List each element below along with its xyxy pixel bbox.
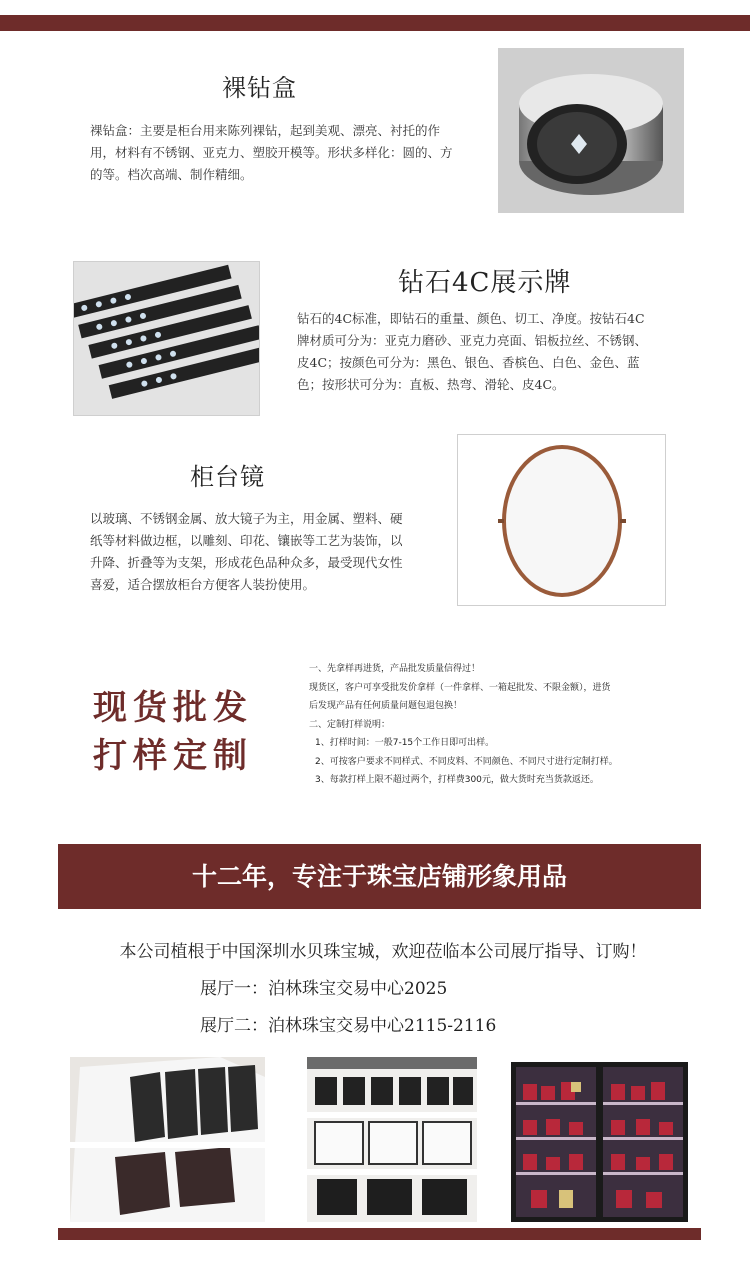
counter-mirror-image (457, 434, 666, 606)
showroom-2: 展厅二：泊林珠宝交易中心2115-2116 (200, 1016, 497, 1036)
diamond-4c-display-image (73, 261, 260, 416)
wholesale-line2: 打样定制 (93, 736, 253, 776)
top-bar (0, 15, 750, 31)
slogan-banner: 十二年，专注于珠宝店铺形象用品 (58, 844, 701, 909)
section-title-diamond-box: 裸钻盒 (222, 74, 297, 102)
note-line: 二、定制打样说明： (309, 719, 391, 730)
section-title-4c-display: 钻石4C展示牌 (398, 268, 572, 298)
section-title-counter-mirror: 柜台镜 (190, 463, 265, 491)
diamond-box-image (498, 48, 684, 213)
wholesale-notes (309, 660, 669, 790)
note-line: 后发现产品有任何质量问题包退包换！ (309, 701, 463, 711)
section-desc-counter-mirror: 以玻璃、不锈钢金属、放大镜子为主，用金属、塑料、硬纸等材料做边框，以雕刻、印花、镶嵌等工艺为装饰，以升降、折叠等为支架，形成花色品种众多，最受现代女性喜爱，适合摆放柜台方便客人装扮使用。 (90, 511, 403, 592)
note-line: 1、打样时间：一般7-15个工作日即可出样。 (315, 738, 495, 748)
wholesale-line1: 现货批发 (93, 688, 253, 728)
note-line: 3、每款打样上限不超过两个，打样费300元，做大货时充当货款返还。 (315, 775, 599, 785)
showroom-1: 展厅一：泊林珠宝交易中心2025 (200, 979, 448, 999)
company-intro: 本公司植根于中国深圳水贝珠宝城，欢迎莅临本公司展厅指导、订购！ (119, 942, 647, 962)
note-line: 一、先拿样再进货，产品批发质量信得过！ (309, 664, 481, 674)
note-line: 2、可按客户要求不同样式、不同皮料、不同颜色、不同尺寸进行定制打样。 (315, 756, 618, 767)
showroom-photo-2 (307, 1057, 477, 1222)
showroom-photo-1 (70, 1057, 265, 1222)
wholesale-heading (93, 684, 253, 780)
showroom-photo-3 (511, 1062, 688, 1222)
section-desc-diamond-box: 裸钻盒：主要是柜台用来陈列裸钻，起到美观、漂亮、衬托的作用，材料有不锈钢、亚克力、塑胶开模等。形状多样化：圆的、方的等。档次高端、制作精细。 (90, 123, 453, 182)
section-desc-4c-display: 钻石的4C标准，即钻石的重量、颜色、切工、净度。按钻石4C牌材质可分为：亚克力磨砂、亚克力亮面、铝板拉丝、不锈钢、皮4C；按颜色可分为：黑色、银色、香槟色、白色、金色、蓝色；按形状可分为：直板、热弯、滑轮、皮4C。 (297, 311, 648, 392)
note-line: 现货区，客户可享受批发价拿样（一件拿样、一箱起批发、不限金额），进货 (309, 682, 611, 693)
bottom-bar (58, 1228, 701, 1240)
